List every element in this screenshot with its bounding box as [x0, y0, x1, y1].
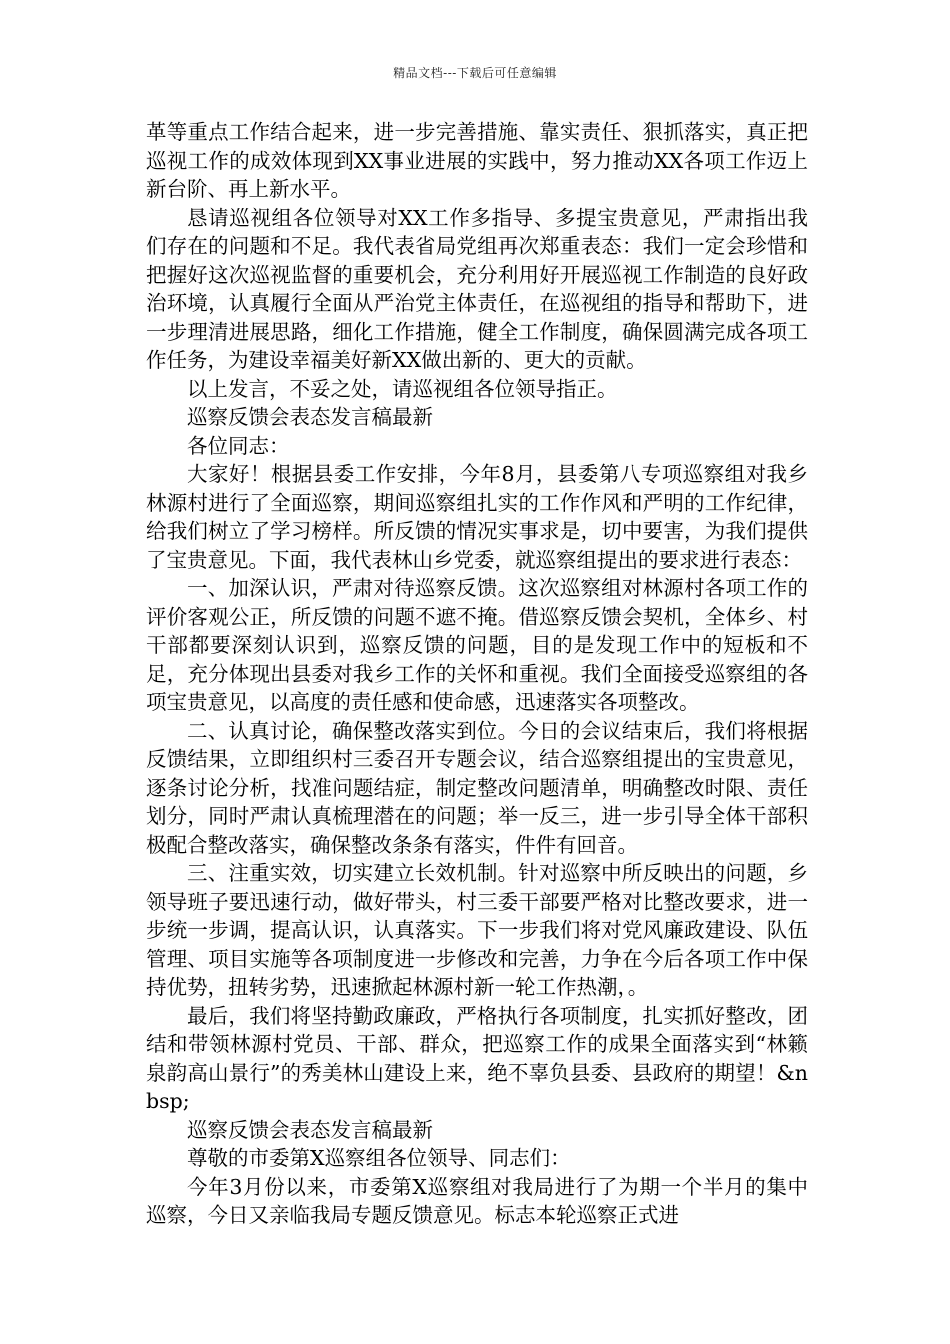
paragraph: 二、认真讨论，确保整改落实到位。今日的会议结束后，我们将根据反馈结果，立即组织村三委召开专题会议，结合巡察组提出的宝贵意见，逐条讨论分析，找准问题结症，制定整改问题清单，明确整改时限、责任划分，同时严肃认真梳理潜在的问题；举一反三，进一步引导全体干部积极配合整改落实，确保整改条条有落实，件件有回音。	[146, 718, 808, 857]
paragraph: 三、注重实效，切实建立长效机制。针对巡察中所反映出的问题，乡领导班子要迅速行动，做好带头，村三委干部要严格对比整改要求，进一步统一步调，提高认识，认真落实。下一步我们将对党风廉政建设、队伍管理、项目实施等各项制度进一步修改和完善，力争在今后各项工作中保持优势，扭转劣势，迅速掀起林源村新一轮工作热潮，。	[146, 861, 808, 999]
paragraph: 巡察反馈会表态发言稿最新	[187, 405, 433, 429]
paragraph: 以上发言，不妥之处，请巡视组各位领导指正。	[187, 376, 618, 401]
paragraph: 一、加深认识，严肃对待巡察反馈。这次巡察组对林源村各项工作的评价客观公正，所反馈的问题不遮不掩。借巡察反馈会契机，全体乡、村干部都要深刻认识到，巡察反馈的问题，目的是发现工作中的短板和不足，充分体现出县委对我乡工作的关怀和重视。我们全面接受巡察组的各项宝贵意见，以高度的责任感和使命感，迅速落实各项整改。	[146, 576, 808, 714]
paragraph: 大家好！根据县委工作安排，今年8月，县委第八专项巡察组对我乡林源村进行了全面巡察，期间巡察组扎实的工作作风和严明的工作纪律，给我们树立了学习榜样。所反馈的情况实事求是，切中要害，为我们提供了宝贵意见。下面，我代表林山乡党委，就巡察组提出的要求进行表态：	[146, 462, 808, 572]
paragraph: 最后，我们将坚持勤政廉政，严格执行各项制度，扎实抓好整改，团结和带领林源村党员、干部、群众，把巡察工作的成果全面落实到“林籁泉韵高山景行”的秀美林山建设上来，绝不辜负县委、县政府的期望！&nbsp;	[146, 1003, 808, 1113]
paragraph: 革等重点工作结合起来，进一步完善措施、靠实责任、狠抓落实，真正把巡视工作的成效体现到XX事业进展的实践中，努力推动XX各项工作迈上新台阶、再上新水平。	[146, 120, 808, 201]
paragraph: 尊敬的市委第X巡察组各位领导、同志们：	[187, 1146, 571, 1170]
paragraph: 巡察反馈会表态发言稿最新	[187, 1117, 433, 1142]
paragraph: 恳请巡视组各位领导对XX工作多指导、多提宝贵意见，严肃指出我们存在的问题和不足。我代表省局党组再次郑重表态：我们一定会珍惜和把握好这次巡视监督的重要机会，充分利用好开展巡视工作制造的良好政治环境，认真履行全面从严治党主体责任，在巡视组的指导和帮助下，进一步理清进展思路，细化工作措施，健全工作制度，确保圆满完成各项工作任务，为建设幸福美好新XX做出新的、更大的贡献。	[146, 205, 808, 372]
paragraph: 今年3月份以来，市委第X巡察组对我局进行了为期一个半月的集中巡察，今日又亲临我局专题反馈意见。标志本轮巡察正式进	[146, 1174, 808, 1227]
document-body	[146, 118, 808, 1230]
paragraph: 各位同志：	[187, 433, 290, 458]
page-header: 精品文档---下载后可任意编辑	[393, 66, 557, 80]
